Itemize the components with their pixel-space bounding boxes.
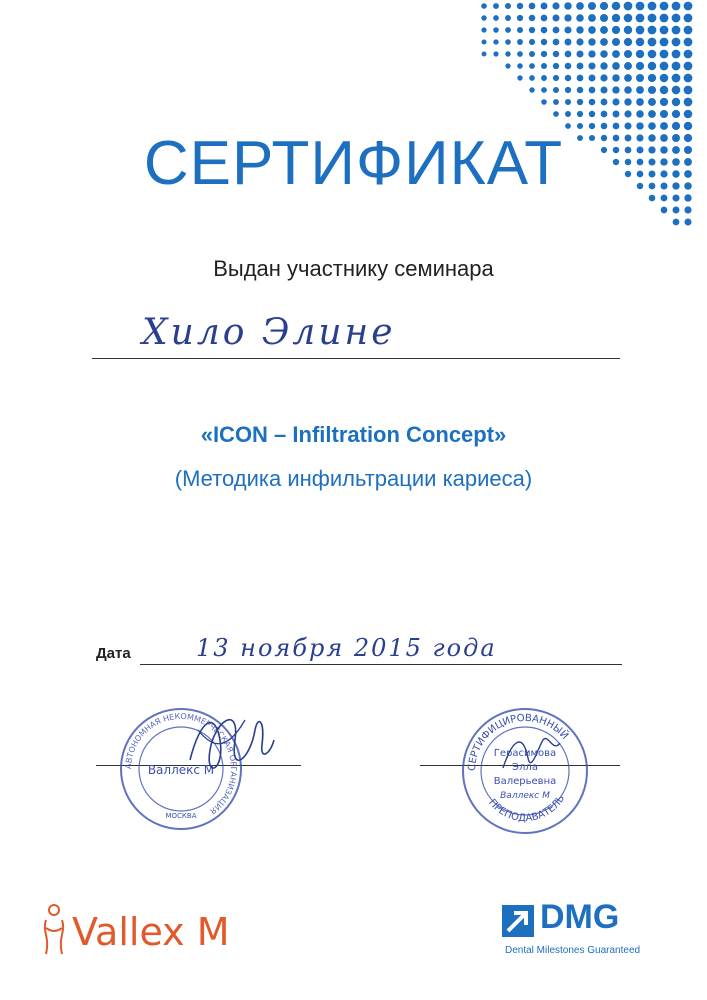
pattern-dot (636, 86, 644, 94)
pattern-dot (505, 63, 510, 68)
pattern-dot (648, 62, 656, 70)
pattern-dot (636, 26, 645, 35)
pattern-dot (600, 14, 608, 22)
pattern-dot (577, 87, 584, 94)
pattern-dot (600, 2, 608, 10)
pattern-dot (588, 62, 595, 69)
pattern-dot (493, 27, 499, 33)
stamp-city-text: МОСКВА (165, 812, 197, 820)
pattern-dot (600, 62, 607, 69)
pattern-dot (588, 14, 596, 22)
course-title: «ICON – Infiltration Concept» (200, 422, 507, 447)
stamp-name-line2: Элла (512, 762, 538, 773)
pattern-dot (565, 63, 572, 70)
pattern-dot (684, 26, 693, 35)
pattern-dot (541, 51, 547, 57)
pattern-dot (541, 15, 548, 22)
pattern-dot (517, 75, 522, 80)
pattern-dot (684, 38, 693, 47)
pattern-dot (529, 87, 534, 92)
pattern-dot (576, 26, 583, 33)
pattern-dot (624, 62, 632, 70)
pattern-dot (505, 51, 510, 56)
pattern-dot (612, 38, 620, 46)
pattern-dot (636, 2, 645, 11)
pattern-dot (612, 2, 621, 11)
pattern-dot (505, 39, 511, 45)
pattern-dot (672, 14, 681, 23)
pattern-dot (636, 50, 644, 58)
pattern-dot (673, 207, 680, 214)
pattern-dot (600, 50, 608, 58)
pattern-dot (565, 111, 571, 117)
pattern-dot (552, 2, 559, 9)
pattern-dot (660, 110, 668, 118)
pattern-dot (624, 2, 633, 11)
pattern-dot (624, 74, 632, 82)
pattern-dot (553, 39, 560, 46)
pattern-dot (588, 38, 595, 45)
pattern-dot (553, 99, 559, 105)
pattern-dot (600, 38, 608, 46)
pattern-dot (589, 87, 596, 94)
pattern-dot (672, 2, 681, 11)
pattern-dot (517, 63, 523, 69)
pattern-dot (624, 26, 632, 34)
pattern-dot (624, 38, 632, 46)
signature-right (498, 728, 568, 778)
pattern-dot (613, 111, 620, 118)
pattern-dot (648, 2, 657, 11)
pattern-dot (672, 50, 681, 59)
pattern-dot (624, 14, 633, 23)
pattern-dot (600, 74, 607, 81)
pattern-dot (552, 14, 559, 21)
pattern-dot (660, 74, 669, 83)
course-subtitle: (Методика инфильтрации кариеса) (174, 466, 533, 491)
pattern-dot (577, 99, 583, 105)
pattern-dot (541, 3, 548, 10)
pattern-dot (648, 98, 656, 106)
pattern-dot (589, 111, 595, 117)
pattern-dot (553, 63, 559, 69)
pattern-dot (648, 38, 657, 47)
pattern-dot (493, 39, 498, 44)
pattern-dot (661, 207, 668, 214)
pattern-dot (541, 39, 547, 45)
pattern-dot (684, 110, 693, 119)
pattern-dot (493, 15, 499, 21)
pattern-dot (529, 51, 535, 57)
pattern-dot (684, 206, 691, 213)
pattern-dot (684, 2, 693, 11)
pattern-dot (660, 14, 669, 23)
participant-name-handwritten: Хило Элине (142, 312, 396, 353)
pattern-dot (612, 14, 620, 22)
pattern-dot (576, 14, 584, 22)
pattern-dot (529, 39, 535, 45)
signature-left (170, 700, 280, 790)
issued-to-text: Выдан участнику семинара (213, 256, 494, 281)
pattern-dot (541, 63, 547, 69)
pattern-dot (577, 111, 583, 117)
pattern-dot (517, 51, 523, 57)
pattern-dot (505, 3, 511, 9)
pattern-dot (565, 39, 572, 46)
pattern-dot (588, 2, 596, 10)
pattern-dot (636, 98, 644, 106)
pattern-dot (672, 86, 681, 95)
pattern-dot (481, 15, 486, 20)
pattern-dot (624, 110, 631, 117)
stamp-center-text: Валлекс М (147, 763, 215, 777)
pattern-dot (636, 110, 644, 118)
pattern-dot (612, 50, 620, 58)
pattern-dot (481, 3, 487, 9)
pattern-dot (612, 98, 619, 105)
pattern-dot (529, 15, 535, 21)
pattern-dot (564, 14, 571, 21)
dmg-tagline: Dental Milestones Guaranteed (505, 945, 641, 956)
pattern-dot (636, 38, 645, 47)
pattern-dot (565, 51, 572, 58)
pattern-dot (517, 3, 523, 9)
date-underline (140, 664, 622, 665)
pattern-dot (505, 27, 511, 33)
pattern-dot (553, 27, 560, 34)
pattern-dot (672, 98, 680, 106)
pattern-dot (517, 27, 523, 33)
pattern-dot (565, 87, 571, 93)
pattern-dot (553, 51, 560, 58)
pattern-dot (660, 26, 669, 35)
pattern-dot (600, 26, 608, 34)
pattern-dot (577, 75, 584, 82)
pattern-dot (660, 2, 669, 11)
pattern-dot (576, 2, 584, 10)
pattern-dot (553, 87, 559, 93)
pattern-dot (684, 50, 693, 59)
pattern-dot (648, 110, 656, 118)
pattern-dot (565, 99, 571, 105)
stamp-ring-bottom-text: ПРЕПОДАВАТЕЛЬ (486, 793, 568, 825)
pattern-dot (541, 27, 548, 34)
pattern-dot (553, 75, 559, 81)
date-handwritten: 13 ноября 2015 года (196, 634, 497, 662)
vallex-logo-text: Vallex M (72, 910, 230, 954)
pattern-dot (576, 50, 583, 57)
vallex-figure-icon (36, 902, 72, 958)
pattern-dot (601, 111, 608, 118)
pattern-dot (493, 51, 498, 56)
pattern-dot (636, 62, 644, 70)
pattern-dot (612, 74, 619, 81)
certificate-title: СЕРТИФИКАТ (143, 129, 564, 198)
pattern-dot (684, 98, 693, 107)
pattern-dot (541, 99, 547, 105)
pattern-dot (589, 75, 596, 82)
pattern-dot (672, 26, 681, 35)
pattern-dot (648, 14, 657, 23)
pattern-dot (636, 14, 645, 23)
pattern-dot (672, 110, 680, 118)
pattern-dot (576, 38, 583, 45)
pattern-dot (601, 99, 608, 106)
pattern-dot (660, 98, 668, 106)
pattern-dot (624, 98, 631, 105)
pattern-dot (612, 86, 619, 93)
stamp-name-line3: Валерьевна (493, 776, 557, 787)
pattern-dot (684, 62, 693, 71)
pattern-dot (481, 27, 486, 32)
pattern-dot (672, 38, 681, 47)
pattern-dot (517, 39, 523, 45)
pattern-dot (529, 63, 535, 69)
pattern-dot (648, 50, 657, 59)
pattern-dot (529, 75, 535, 81)
pattern-dot (684, 218, 691, 225)
pattern-dot (493, 3, 499, 9)
pattern-dot (660, 86, 668, 94)
pattern-dot (660, 50, 669, 59)
pattern-dot (648, 74, 656, 82)
pattern-dot (588, 26, 596, 34)
name-underline (92, 358, 620, 359)
pattern-dot (612, 26, 620, 34)
pattern-dot (624, 86, 632, 94)
pattern-dot (564, 26, 571, 33)
pattern-dot (564, 2, 571, 9)
pattern-dot (529, 3, 536, 10)
pattern-dot (589, 99, 596, 106)
date-label: Дата (96, 645, 131, 662)
pattern-dot (648, 86, 656, 94)
dmg-logo-text: DMG (540, 898, 620, 936)
pattern-dot (588, 50, 595, 57)
pattern-dot (624, 50, 632, 58)
pattern-dot (684, 14, 693, 23)
pattern-dot (612, 62, 620, 70)
pattern-dot (672, 62, 681, 71)
stamp-org-text: Валлекс М (500, 791, 550, 801)
pattern-dot (672, 74, 681, 83)
pattern-dot (541, 75, 547, 81)
pattern-dot (482, 52, 487, 57)
dmg-arrow-icon (502, 905, 534, 937)
stamp-ring-top-text: СЕРТИФИЦИРОВАННЫЙ (466, 712, 571, 772)
pattern-dot (684, 74, 693, 83)
pattern-dot (648, 26, 657, 35)
pattern-dot (553, 111, 559, 117)
stamp-ring-text: АВТОНОМНАЯ НЕКОММЕРЧЕСКАЯ ОРГАНИЗАЦИЯ (123, 711, 239, 816)
pattern-dot (517, 15, 523, 21)
stamp-name-line1: Герасимова (493, 748, 557, 759)
pattern-dot (600, 86, 607, 93)
pattern-dot (673, 219, 680, 226)
pattern-dot (541, 87, 547, 93)
pattern-dot (529, 27, 535, 33)
pattern-dot (660, 38, 669, 47)
pattern-dot (577, 63, 584, 70)
pattern-dot (636, 74, 644, 82)
pattern-dot (505, 15, 511, 21)
pattern-dot (565, 75, 571, 81)
pattern-dot (660, 62, 669, 71)
pattern-dot (481, 39, 486, 44)
pattern-dot (684, 86, 693, 95)
